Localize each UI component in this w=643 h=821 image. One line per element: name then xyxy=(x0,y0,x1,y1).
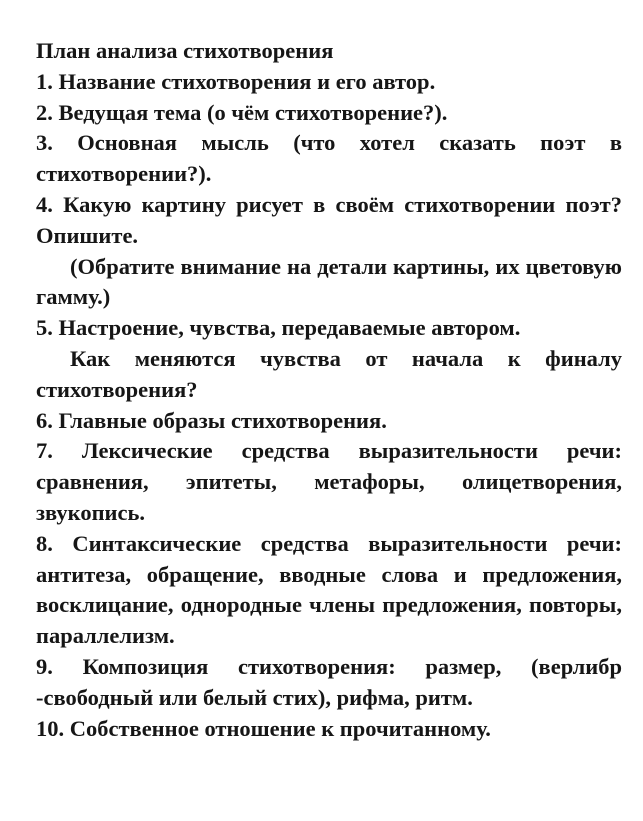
document-title: План анализа стихотворения xyxy=(36,38,334,63)
plan-item-1: 1. Название стихотворения и его автор. xyxy=(36,68,436,94)
plan-item-5-note: Как меняются чувства от начала к финалу стихотворения? xyxy=(36,345,622,402)
plan-item-8: 8. Синтаксические средства выразительности речи: антитеза, обращение, вводные слова и предложения, восклицание, однородные члены предложения, повторы, параллелизм. xyxy=(36,530,622,649)
plan-item-5: 5. Настроение, чувства, передаваемые автором. xyxy=(36,315,521,341)
plan-item-6: 6. Главные образы стихотворения. xyxy=(36,407,387,433)
plan-item-2: 2. Ведущая тема (о чём стихотворение?). xyxy=(36,99,448,125)
plan-item-9: 9. Композиция стихотворения: размер, (верлибр -свободный или белый стих), рифма, ритм. xyxy=(36,653,622,710)
plan-item-4: 4. Какую картину рисует в своём стихотворении поэт? Опишите. xyxy=(36,191,622,248)
plan-item-3: 3. Основная мысль (что хотел сказать поэт в стихотворении?). xyxy=(36,130,622,187)
plan-item-4-note: (Обратите внимание на детали картины, их цветовую гамму.) xyxy=(36,253,622,310)
document-body xyxy=(36,36,622,744)
plan-item-7: 7. Лексические средства выразительности речи: сравнения, эпитеты, метафоры, олицетворения, звукопись. xyxy=(36,438,622,525)
plan-item-10: 10. Собственное отношение к прочитанному. xyxy=(36,715,491,741)
